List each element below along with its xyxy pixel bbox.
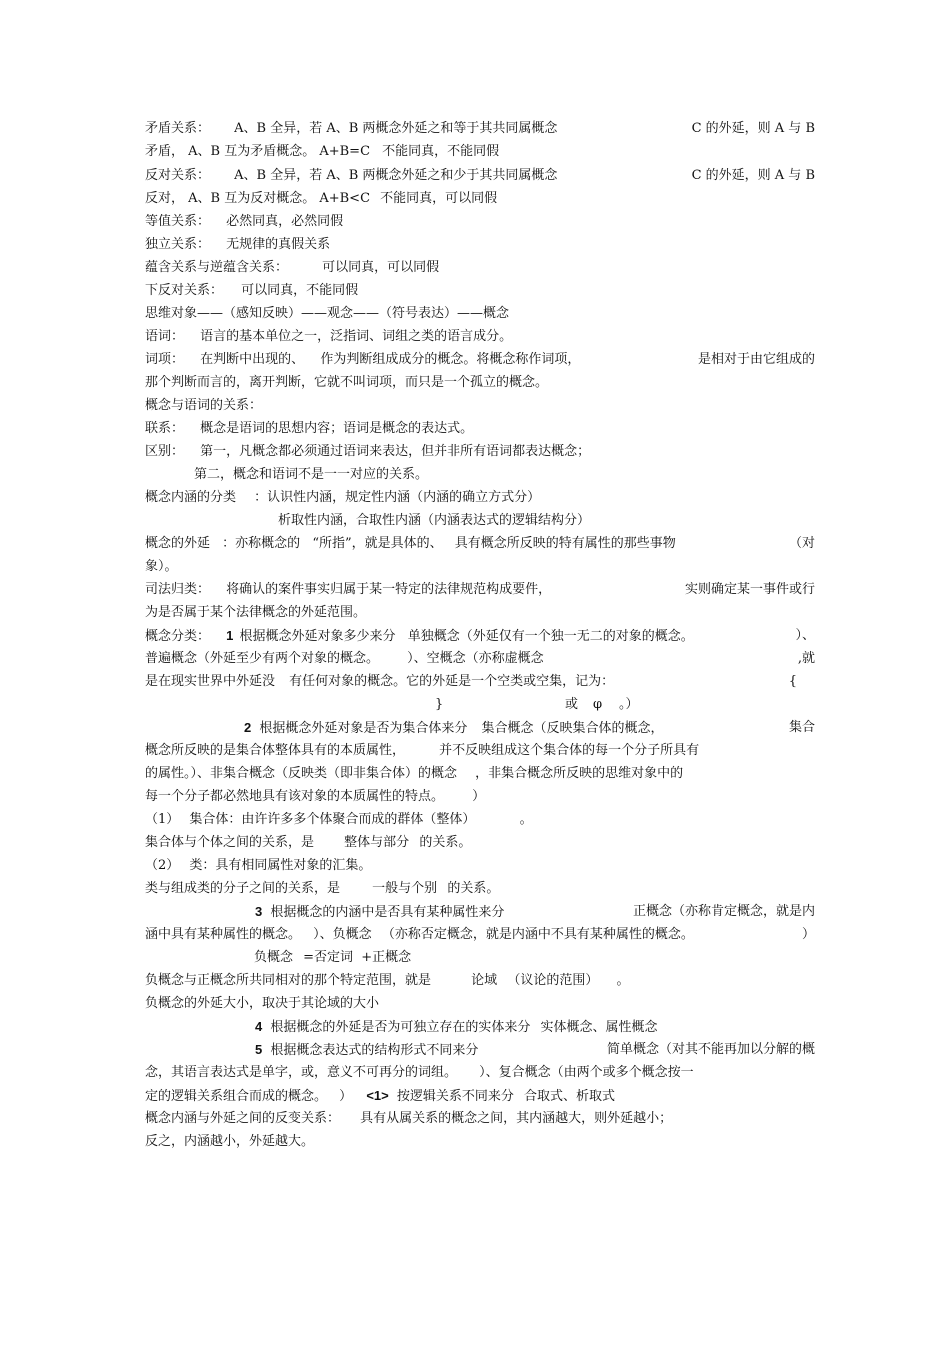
text-segment: 普遍概念（外延至少有两个对象的概念。 bbox=[145, 651, 380, 666]
text-segment: 作为判断组成成分的概念。将概念称作词项， bbox=[320, 352, 581, 367]
text-line bbox=[145, 1038, 815, 1061]
text-segment: 类与组成类的分子之间的关系，是 bbox=[145, 881, 341, 896]
text-segment: 。 bbox=[616, 973, 630, 988]
text-line bbox=[145, 1084, 815, 1107]
text-segment: 。） bbox=[619, 697, 639, 712]
text-segment: 或 bbox=[565, 697, 579, 712]
text-segment: 为是否属于某个法律概念的外延范围。 bbox=[145, 605, 367, 620]
text-segment: 具有概念所反映的特有属性的那些事物 bbox=[454, 536, 676, 551]
term-label: 独立关系： bbox=[145, 237, 211, 252]
text-segment: 负概念的外延大小，取决于其论域的大小 bbox=[145, 996, 380, 1011]
text-line bbox=[145, 946, 815, 969]
text-segment: 第二，概念和语词不是一一对应的关系。 bbox=[194, 467, 429, 482]
text-segment: 简单概念（对其不能再加以分解的概 bbox=[606, 1042, 815, 1057]
text-line bbox=[145, 532, 815, 555]
text-line bbox=[145, 256, 815, 279]
text-line bbox=[145, 440, 815, 463]
text-segment: 类：具有相同属性对象的汇集。 bbox=[189, 858, 372, 873]
text-segment: C 的外延，则 A 与 B bbox=[691, 168, 815, 183]
text-segment: 那个判断而言的，离开判断，它就不叫词项，而只是一个孤立的概念。 bbox=[145, 375, 549, 390]
text-line bbox=[145, 348, 815, 371]
term-label: 反对关系： bbox=[145, 168, 211, 183]
term-label: 概念内涵与外延之间的反变关系： bbox=[145, 1111, 341, 1126]
item-number: （2） bbox=[145, 858, 180, 873]
text-segment: ）、负概念 bbox=[313, 927, 372, 942]
text-line bbox=[145, 486, 815, 509]
text-segment: 矛盾， A、B 互为矛盾概念。 A+B=C bbox=[145, 144, 371, 159]
item-number: 1 bbox=[226, 628, 234, 643]
text-line bbox=[145, 647, 815, 670]
item-number: 5 bbox=[255, 1042, 263, 1057]
empty-set-symbol: φ bbox=[593, 697, 603, 712]
text-line bbox=[145, 371, 815, 394]
text-line bbox=[145, 578, 815, 601]
text-segment: 反对， A、B 互为反对概念。 A+B<C bbox=[145, 191, 371, 206]
text-line bbox=[145, 601, 815, 624]
text-line bbox=[145, 1015, 815, 1038]
item-number: 2 bbox=[244, 720, 252, 735]
text-line bbox=[145, 624, 815, 647]
text-segment: 。 bbox=[519, 812, 533, 827]
text-line bbox=[145, 969, 815, 992]
text-line bbox=[145, 785, 815, 808]
term-label: 词项： bbox=[145, 352, 185, 367]
term-label: 矛盾关系： bbox=[145, 121, 211, 136]
text-segment: ）、 bbox=[795, 628, 815, 643]
text-segment: 根据概念外延对象是否为集合体来分 bbox=[259, 721, 468, 736]
text-line bbox=[145, 187, 815, 210]
text-line bbox=[145, 762, 815, 785]
text-line bbox=[145, 1061, 815, 1084]
section-heading: 概念与语词的关系： bbox=[145, 398, 263, 413]
text-segment: 涵中具有某种属性的概念。 bbox=[145, 927, 302, 942]
text-segment: 的关系。 bbox=[447, 881, 500, 896]
text-line bbox=[145, 739, 815, 762]
text-segment: 根据概念的外延是否为可独立存在的实体来分 bbox=[270, 1020, 531, 1035]
text-line bbox=[145, 693, 815, 716]
text-segment: =否定词 bbox=[303, 950, 354, 965]
text-line bbox=[145, 831, 815, 854]
item-number: （1） bbox=[145, 812, 180, 827]
text-segment: 集合概念（反映集合体的概念， bbox=[481, 721, 664, 736]
text-segment: ） bbox=[472, 789, 486, 804]
text-segment: 正概念（亦称肯定概念，就是内 bbox=[632, 904, 815, 919]
text-segment: ） bbox=[339, 1089, 353, 1104]
brace-symbol: { bbox=[788, 674, 797, 689]
term-label: 等值关系： bbox=[145, 214, 211, 229]
text-segment: ） bbox=[801, 927, 815, 942]
item-number: <1> bbox=[366, 1088, 389, 1103]
text-segment: 可以同真，可以同假 bbox=[322, 260, 440, 275]
text-line bbox=[145, 325, 815, 348]
text-segment: （亦称否定概念，就是内涵中不具有某种属性的概念。 bbox=[381, 927, 694, 942]
brace-symbol: } bbox=[435, 697, 444, 712]
text-segment: 定的逻辑关系组合而成的概念。 bbox=[145, 1089, 328, 1104]
text-segment: 概念所反映的是集合体整体具有的本质属性， bbox=[145, 743, 406, 758]
text-segment: 必然同真，必然同假 bbox=[226, 214, 344, 229]
text-segment: ,就 bbox=[797, 651, 815, 666]
text-segment: ）、复合概念（由两个或多个概念按一 bbox=[479, 1065, 694, 1080]
text-segment: 实体概念、属性概念 bbox=[540, 1020, 658, 1035]
text-segment: 将确认的案件事实归属于某一特定的法律规范构成要件， bbox=[226, 582, 552, 597]
text-segment: 不能同真，可以同假 bbox=[380, 191, 498, 206]
text-segment: 第一，凡概念都必须通过语词来表达，但并非所有语词都表达概念； bbox=[200, 444, 591, 459]
text-line bbox=[145, 716, 815, 739]
text-segment: 集合 bbox=[788, 720, 815, 735]
text-segment: 一般与个别 bbox=[372, 881, 438, 896]
item-number: 3 bbox=[255, 904, 263, 919]
text-line bbox=[145, 417, 815, 440]
text-segment: 有任何对象的概念。它的外延是一个空类或空集，记为： bbox=[289, 674, 615, 689]
term-label: 概念分类： bbox=[145, 629, 211, 644]
text-line bbox=[145, 900, 815, 923]
text-segment: 具有从属关系的概念之间，其内涵越大，则外延越小； bbox=[360, 1111, 673, 1126]
text-segment: 单独概念（外延仅有一个独一无二的对象的概念。 bbox=[407, 629, 694, 644]
text-segment: 概念是语词的思想内容；语词是概念的表达式。 bbox=[200, 421, 474, 436]
text-segment: 反之，内涵越小，外延越大。 bbox=[145, 1134, 315, 1149]
text-segment: 整体与部分 bbox=[344, 835, 410, 850]
text-line bbox=[145, 164, 815, 187]
text-line bbox=[145, 992, 815, 1015]
text-segment: 思维对象——（感知反映）——观念——（符号表达）——概念 bbox=[145, 306, 510, 321]
text-segment: 在判断中出现的、 bbox=[200, 352, 305, 367]
text-segment: 集合体与个体之间的关系，是 bbox=[145, 835, 315, 850]
text-line bbox=[145, 555, 815, 578]
text-segment: 象）。 bbox=[145, 559, 178, 574]
term-label: 蕴含关系与逆蕴含关系： bbox=[145, 260, 289, 275]
term-label: 下反对关系： bbox=[145, 283, 224, 298]
term-label: 概念内涵的分类 bbox=[145, 490, 237, 505]
text-segment: 是在现实世界中外延没 bbox=[145, 674, 276, 689]
text-segment: （对 bbox=[788, 536, 815, 551]
term-label: 联系： bbox=[145, 421, 185, 436]
text-segment: ）、空概念（亦称虚概念 bbox=[407, 651, 544, 666]
text-segment: 语言的基本单位之一，泛指词、词组之类的语言成分。 bbox=[200, 329, 513, 344]
text-segment: 负概念 bbox=[254, 950, 294, 965]
text-segment: ：亦称概念的 bbox=[222, 536, 301, 551]
text-segment: 按逻辑关系不同来分 bbox=[396, 1089, 514, 1104]
text-segment: 析取性内涵，合取性内涵（内涵表达式的逻辑结构分） bbox=[278, 513, 591, 528]
text-segment: 是相对于由它组成的 bbox=[697, 352, 815, 367]
text-segment: 每一个分子都必然地具有该对象的本质属性的特点。 bbox=[145, 789, 445, 804]
text-segment: 根据概念表达式的结构形式不同来分 bbox=[270, 1043, 479, 1058]
item-number: 4 bbox=[255, 1019, 263, 1034]
text-line bbox=[145, 670, 815, 693]
text-segment: 并不反映组成这个集合体的每一个分子所具有 bbox=[439, 743, 700, 758]
text-segment: 无规律的真假关系 bbox=[226, 237, 331, 252]
text-segment: A、B 全异，若 A、B 两概念外延之和少于其共同属概念 bbox=[234, 168, 558, 183]
text-segment: “所指”，就是具体的、 bbox=[312, 536, 443, 551]
text-line bbox=[145, 923, 815, 946]
term-label: 语词： bbox=[145, 329, 185, 344]
text-segment: 合取式、析取式 bbox=[524, 1089, 616, 1104]
text-line bbox=[145, 117, 815, 140]
text-line bbox=[145, 210, 815, 233]
text-line bbox=[145, 233, 815, 256]
text-segment: ，非集合概念所反映的思维对象中的 bbox=[475, 766, 684, 781]
text-line bbox=[145, 140, 815, 163]
text-segment: （议论的范围） bbox=[507, 973, 599, 988]
text-segment: A、B 全异，若 A、B 两概念外延之和等于其共同属概念 bbox=[234, 121, 558, 136]
text-line bbox=[145, 808, 815, 831]
term-label: 概念的外延 bbox=[145, 536, 211, 551]
text-segment: 的关系。 bbox=[419, 835, 472, 850]
text-segment: ：认识性内涵，规定性内涵（内涵的确立方式分） bbox=[254, 490, 541, 505]
text-line bbox=[145, 1130, 815, 1153]
text-segment: 的属性。）、非集合概念（反映类（即非集合体）的概念 bbox=[145, 766, 458, 781]
text-line bbox=[145, 463, 815, 486]
text-line bbox=[145, 302, 815, 325]
text-line bbox=[145, 854, 815, 877]
text-line bbox=[145, 877, 815, 900]
text-line bbox=[145, 1107, 815, 1130]
text-segment: 可以同真，不能同假 bbox=[241, 283, 359, 298]
term-label: 司法归类： bbox=[145, 582, 211, 597]
text-segment: 论域 bbox=[471, 973, 498, 988]
text-segment: +正概念 bbox=[361, 950, 412, 965]
text-segment: 实则确定某一事件或行 bbox=[684, 582, 815, 597]
text-line bbox=[145, 394, 815, 417]
text-segment: 集合体：由许许多多个体聚合而成的群体（整体） bbox=[189, 812, 476, 827]
text-line bbox=[145, 509, 815, 532]
text-line bbox=[145, 279, 815, 302]
term-label: 区别： bbox=[145, 444, 185, 459]
text-segment: 负概念与正概念所共同相对的那个特定范围，就是 bbox=[145, 973, 432, 988]
text-segment: 根据概念外延对象多少来分 bbox=[239, 629, 396, 644]
text-segment: 不能同真，不能同假 bbox=[382, 144, 500, 159]
text-segment: 念，其语言表达式是单字，或，意义不可再分的词组。 bbox=[145, 1065, 458, 1080]
text-segment: 根据概念的内涵中是否具有某种属性来分 bbox=[270, 905, 505, 920]
text-segment: C 的外延，则 A 与 B bbox=[691, 121, 815, 136]
